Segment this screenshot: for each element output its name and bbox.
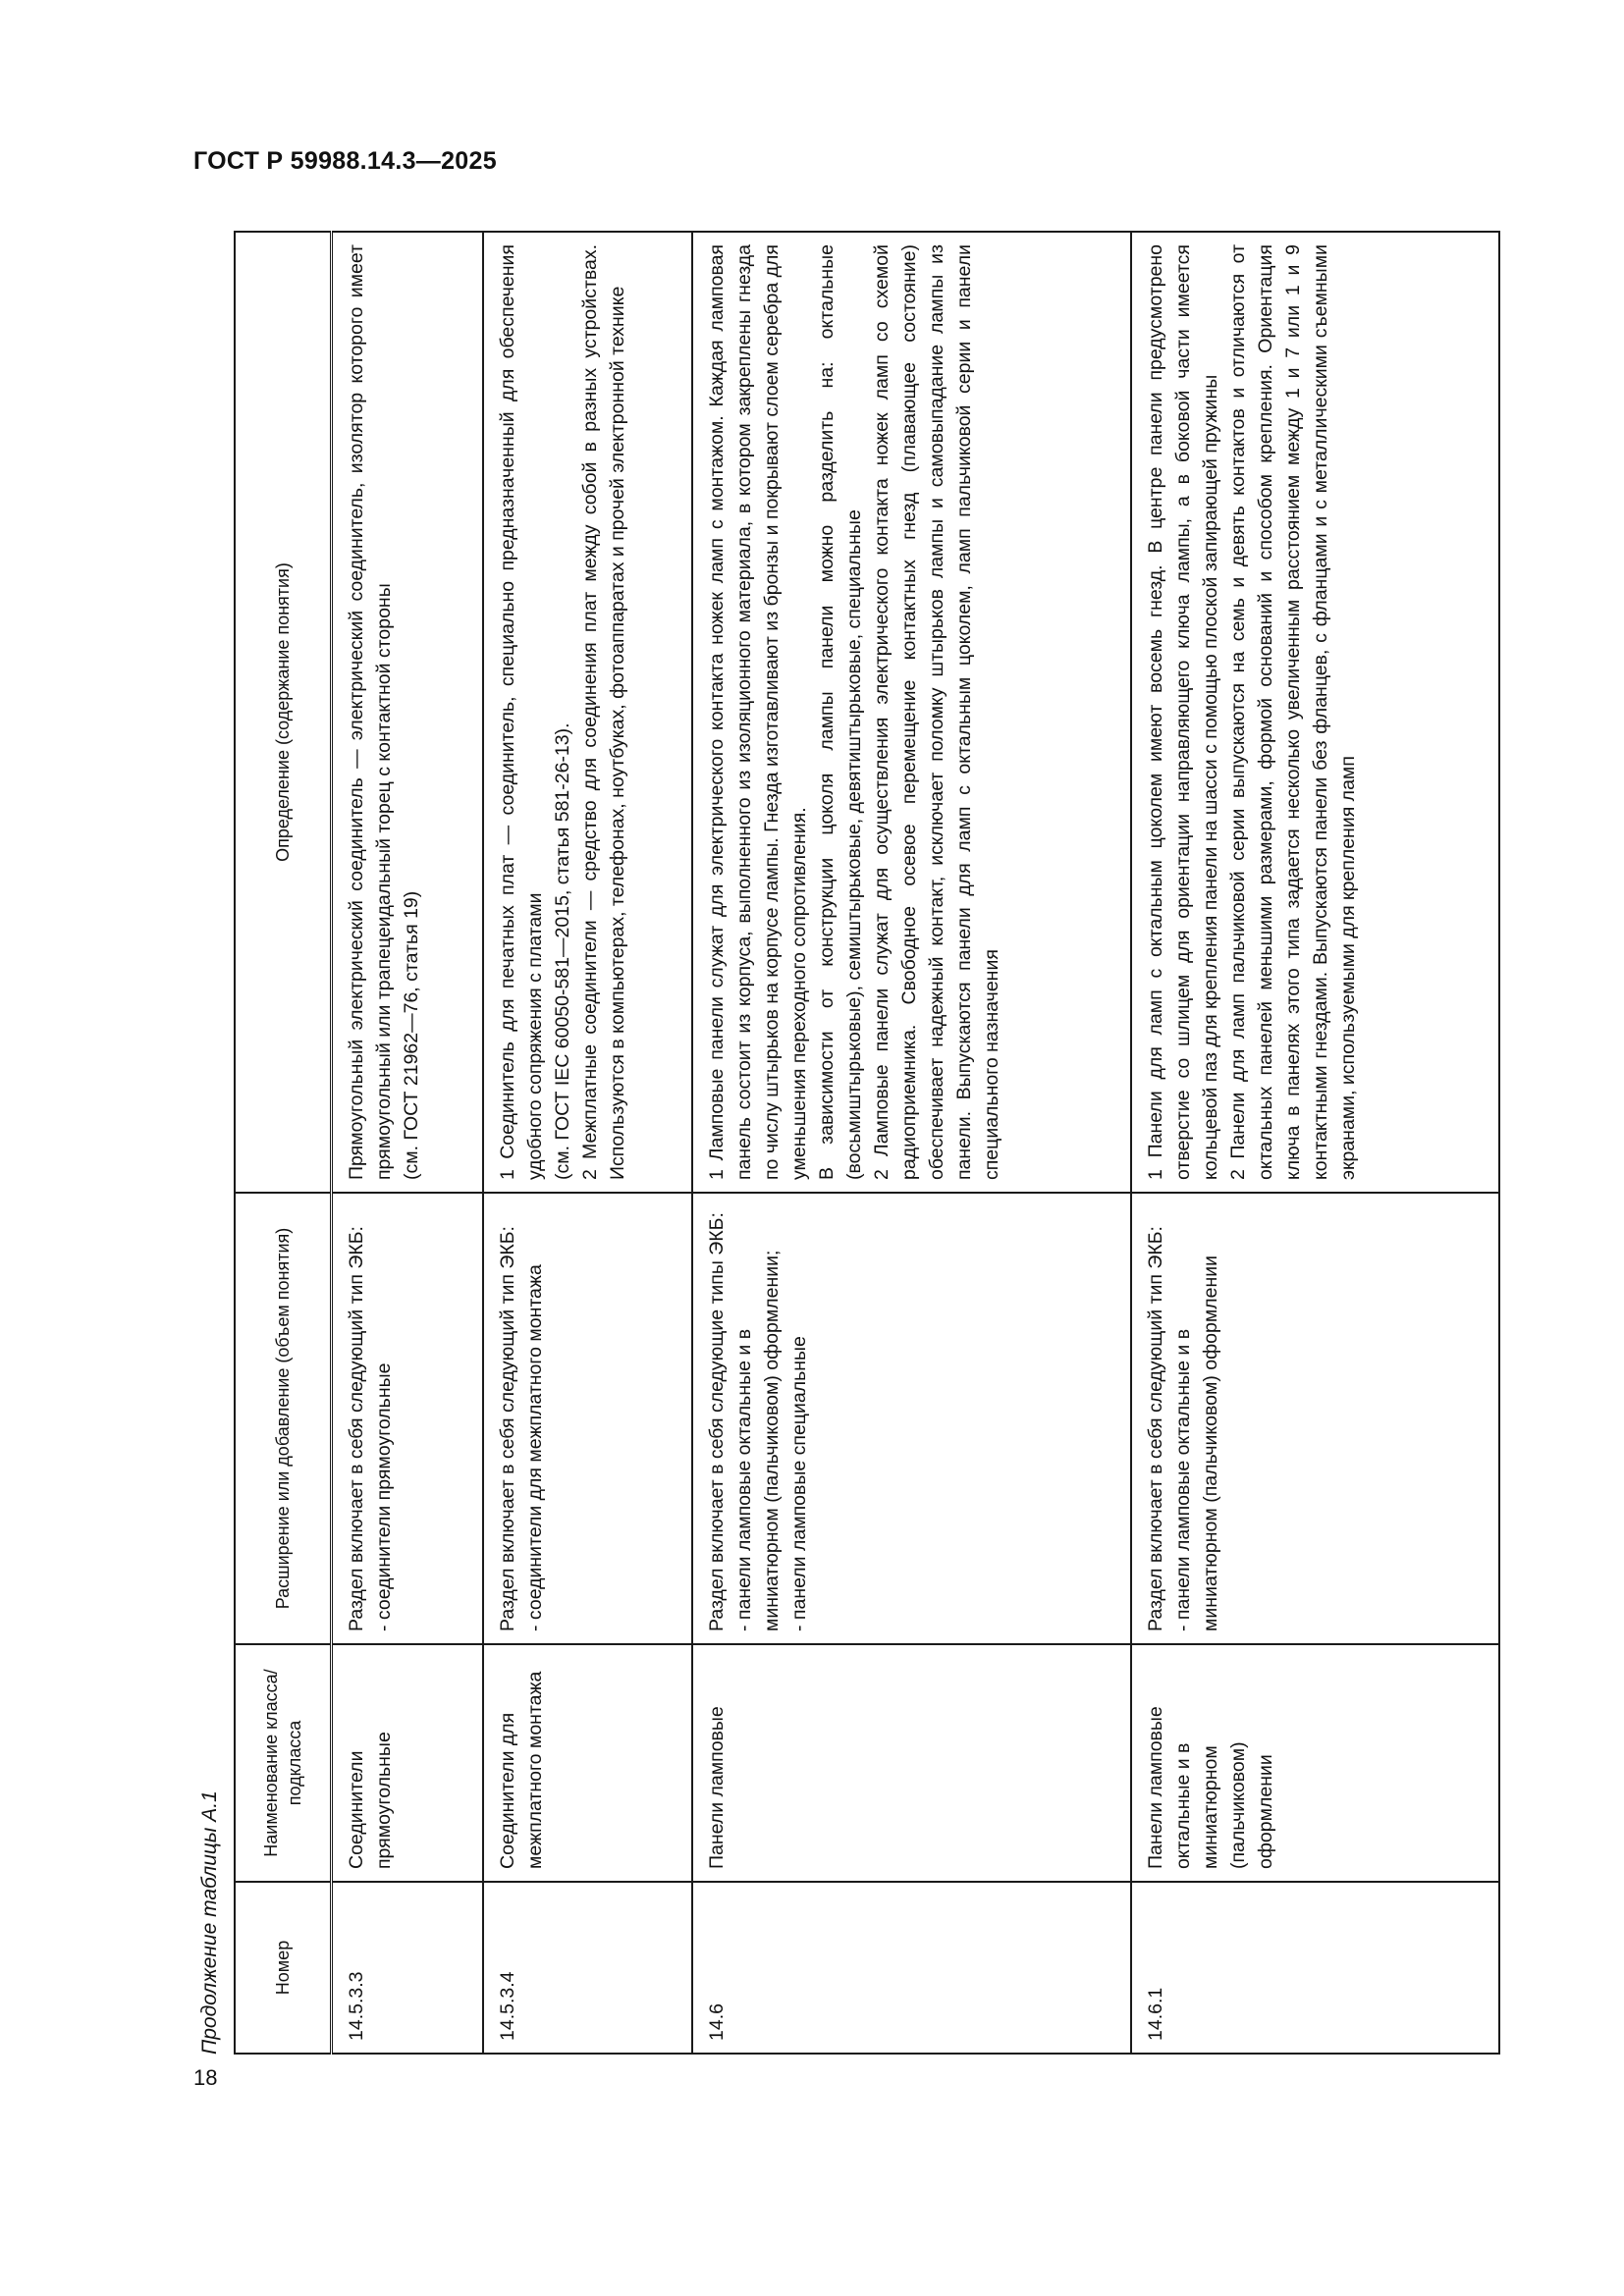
extension-line: - панели ламповые специальные bbox=[788, 1336, 810, 1631]
row-number: 14.6.1 bbox=[1131, 1882, 1499, 2054]
document-header: ГОСТ Р 59988.14.3—2025 bbox=[193, 147, 497, 175]
extension-line: - соединители для межплатного монтажа bbox=[524, 1264, 546, 1631]
extension-line: Раздел включает в себя следующий тип ЭКБ: bbox=[497, 1226, 518, 1631]
table-row bbox=[1131, 232, 1499, 2054]
row-name: Соединители прямоугольные bbox=[331, 1644, 483, 1882]
row-definition bbox=[483, 232, 692, 1193]
rotated-table-area bbox=[185, 184, 1504, 2237]
table-caption: Продолжение таблицы А.1 bbox=[198, 1790, 221, 2055]
extension-line: Раздел включает в себя следующие типы ЭКБ: bbox=[706, 1212, 728, 1631]
col-header-extension: Расширение или добавление (объем понятия) bbox=[235, 1193, 331, 1644]
extension-line: Раздел включает в себя следующий тип ЭКБ: bbox=[345, 1226, 367, 1631]
definition-paragraph: (см. ГОСТ 21962—76, статья 19) bbox=[400, 890, 422, 1180]
extension-line: - панели ламповые октальные и в миниатюрном (пальчиковом) оформлении bbox=[1172, 1255, 1221, 1631]
definition-paragraph: 2 Панели для ламп пальчиковой серии выпускаются на семь и девять контактов и отличаются от октальных панелей меньшими размерами, формой оснований и способом крепления. Ориентация ключа в панелях этого типа задается несколько увеличенным расстоянием между 1 и 7 или 1 и 9 контактными гнездами. Выпускаются панели без фланцев, с фланцами и с металлическими съемными экранами, используемыми для крепления ламп bbox=[1227, 244, 1359, 1180]
extension-line: Раздел включает в себя следующий тип ЭКБ: bbox=[1145, 1226, 1166, 1631]
definition-paragraph: 2 Межплатные соединители — средство для соединения плат между собой в разных устройствах. Используются в компьютерах, телефонах, ноутбуках, фотоаппаратах и прочей электронной технике bbox=[579, 244, 628, 1180]
col-header-name: Наименование класса/подкласса bbox=[235, 1644, 331, 1882]
row-extension bbox=[331, 1193, 483, 1644]
definition-paragraph: 1 Соединитель для печатных плат — соединитель, специально предназначенный для обеспечения удобного сопряжения с платами bbox=[497, 244, 546, 1180]
table-row bbox=[692, 232, 1131, 2054]
col-header-definition: Определение (содержание понятия) bbox=[235, 232, 331, 1193]
row-number: 14.6 bbox=[692, 1882, 1131, 2054]
page-number: 18 bbox=[193, 2065, 218, 2090]
row-name: Соединители для межплатного монтажа bbox=[483, 1644, 692, 1882]
row-extension bbox=[1131, 1193, 1499, 1644]
row-definition bbox=[331, 232, 483, 1193]
row-name: Панели ламповые октальные и в миниатюрном (пальчиковом) оформлении bbox=[1131, 1644, 1499, 1882]
definition-paragraph: (см. ГОСТ IEC 60050-581—2015, статья 581-26-13). bbox=[552, 722, 573, 1180]
row-definition bbox=[692, 232, 1131, 1193]
table-header-row bbox=[235, 232, 331, 2054]
table-row bbox=[483, 232, 692, 2054]
row-definition bbox=[1131, 232, 1499, 1193]
col-header-number: Номер bbox=[235, 1882, 331, 2054]
definition-paragraph: 1 Ламповые панели служат для электрического контакта ножек ламп с монтажом. Каждая ламповая панель состоит из корпуса, выполненного из изоляционного материала, в котором закреплены гнезда по числу штырьков на корпусе лампы. Гнезда изготавливают из бронзы и покрывают слоем серебра для уменьшения переходного сопротивления. bbox=[706, 244, 810, 1180]
extension-line: - соединители прямоугольные bbox=[372, 1362, 395, 1631]
data-table bbox=[234, 231, 1500, 2055]
row-number: 14.5.3.3 bbox=[331, 1882, 483, 2054]
definition-paragraph: 1 Панели для ламп с октальным цоколем имеют восемь гнезд. В центре панели предусмотрено отверстие со шлицем для ориентации направляющего ключа лампы, а в боковой части имеется кольцевой паз для крепления панели на шасси с помощью плоской запирающей пружины bbox=[1145, 244, 1221, 1180]
definition-paragraph: 2 Ламповые панели служат для осуществления электрического контакта ножек ламп со схемой радиоприемника. Свободное осевое перемещение контактных гнезд (плавающее состояние) обеспечивает надежный контакт, исключает поломку штырьков лампы и самовыпадание лампы из панели. Выпускаются панели для ламп с октальным цоколем, ламп пальчиковой серии и панели специального назначения bbox=[871, 244, 1002, 1180]
row-extension bbox=[692, 1193, 1131, 1644]
definition-paragraph: Прямоугольный электрический соединитель — электрический соединитель, изолятор которого имеет прямоугольный или трапецеидальный торец с контактной стороны bbox=[345, 244, 395, 1180]
row-number: 14.5.3.4 bbox=[483, 1882, 692, 2054]
extension-line: - панели ламповые октальные и в миниатюрном (пальчиковом) оформлении; bbox=[733, 1250, 783, 1631]
table-row bbox=[331, 232, 483, 2054]
row-name: Панели ламповые bbox=[692, 1644, 1131, 1882]
row-extension bbox=[483, 1193, 692, 1644]
definition-paragraph: В зависимости от конструкции цоколя лампы панели можно разделить на: октальные (восьмиштырьковые), семиштырьковые, девятиштырьковые, специальные bbox=[816, 244, 865, 1180]
